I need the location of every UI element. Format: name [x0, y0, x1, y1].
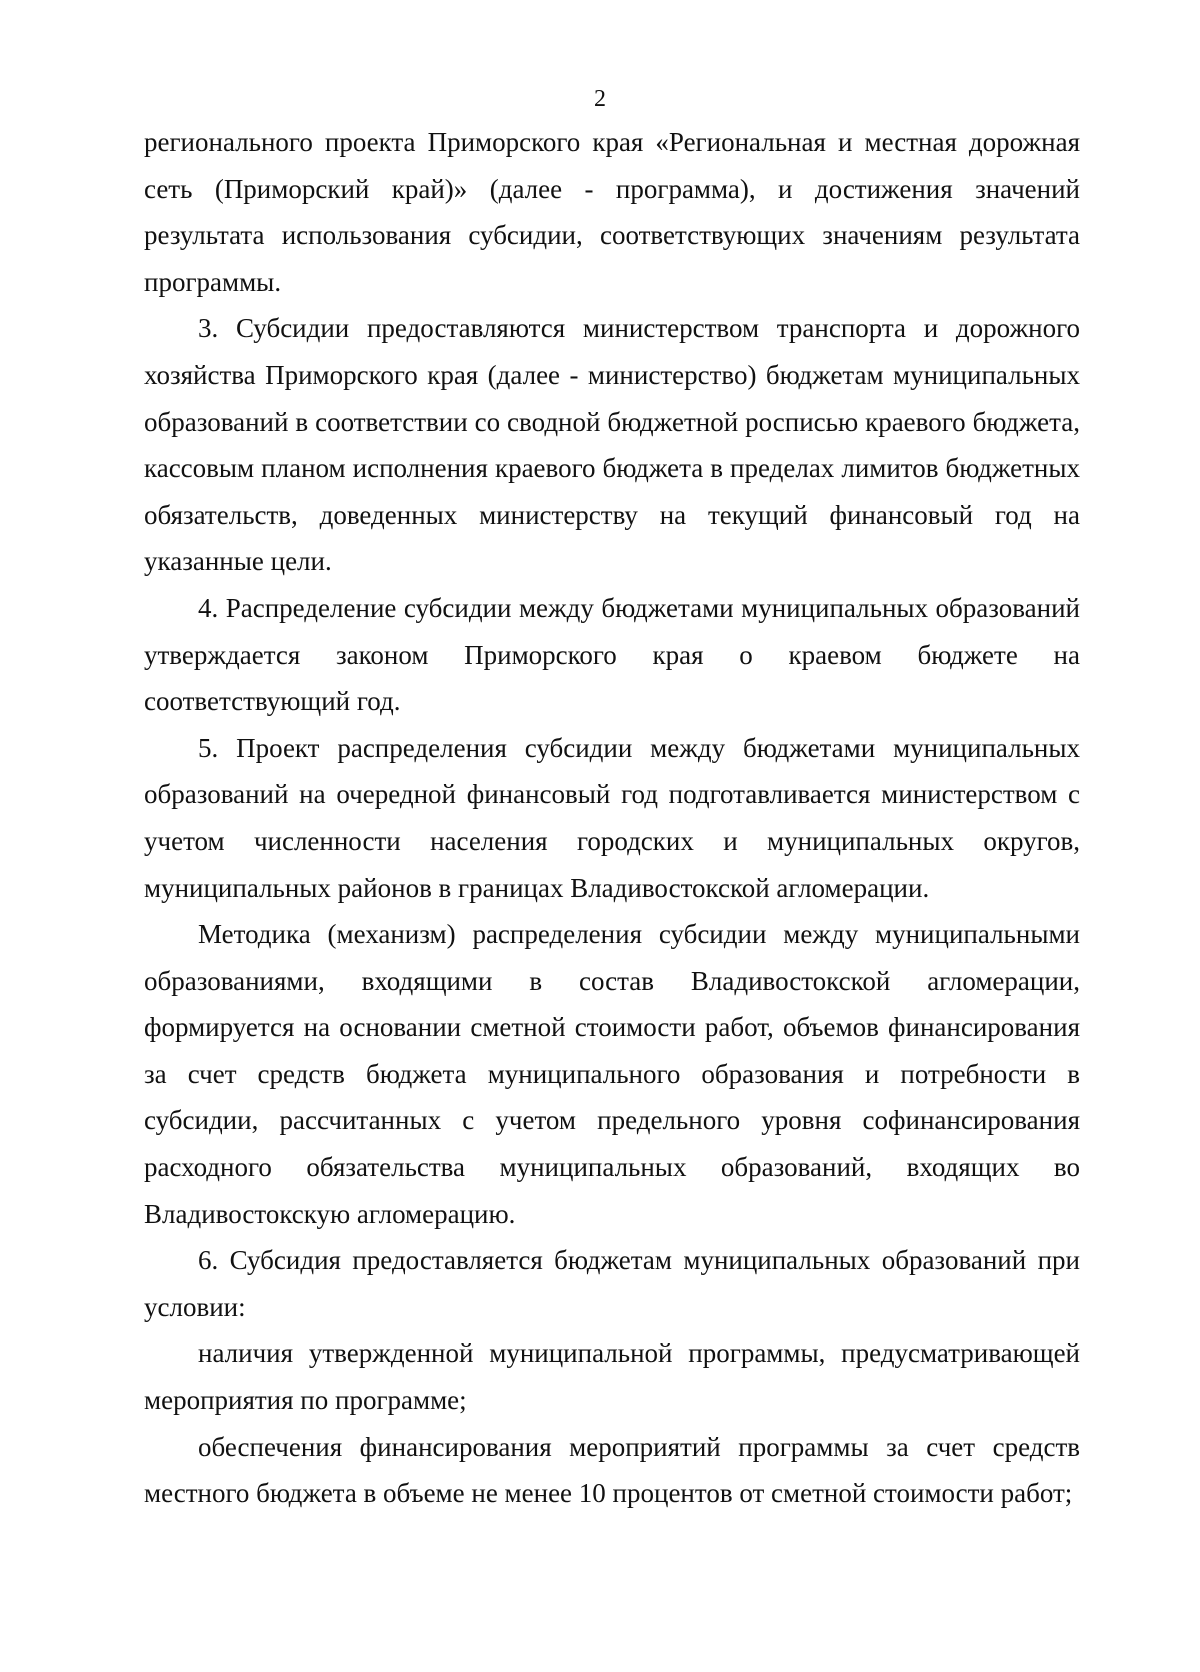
- paragraph-item-5: 5. Проект распределения субсидии между бюджетами муниципальных образований на очередной финансовый год подготавливается министерством с учетом численности населения городских и муниципальных округов, муниципальных районов в границах Владивостокской агломерации.: [144, 732, 1080, 903]
- document-body: [144, 119, 1080, 1517]
- paragraph-condition-program: наличия утвержденной муниципальной программы, предусматривающей мероприятия по программе;: [144, 1338, 1080, 1416]
- paragraph-item-3: 3. Субсидии предоставляются министерством транспорта и дорожного хозяйства Приморского края (далее - министерство) бюджетам муниципальных образований в соответствии со сводной бюджетной росписью краевого бюджета, кассовым планом исполнения краевого бюджета в пределах лимитов бюджетных обязательств, доведенных министерству на текущий финансовый год на указанные цели.: [144, 313, 1080, 577]
- paragraph-continuation: регионального проекта Приморского края «Региональная и местная дорожная сеть (Приморский край)» (далее - программа), и достижения значений результата использования субсидии, соответствующих значениям результата программы.: [144, 127, 1080, 297]
- paragraph-item-4: 4. Распределение субсидии между бюджетами муниципальных образований утверждается законом Приморского края о краевом бюджете на соответствующий год.: [144, 592, 1080, 717]
- page-number: 2: [594, 86, 606, 112]
- paragraph-methodology: Методика (механизм) распределения субсидии между муниципальными образованиями, входящими в состав Владивостокской агломерации, формируется на основании сметной стоимости работ, объемов финансирования за счет средств бюджета муниципального образования и потребности в субсидии, рассчитанных с учетом предельного уровня софинансирования расходного обязательства муниципальных образований, входящих во Владивостокскую агломерацию.: [144, 919, 1080, 1229]
- paragraph-item-6: 6. Субсидия предоставляется бюджетам муниципальных образований при условии:: [144, 1245, 1080, 1322]
- paragraph-condition-financing: обеспечения финансирования мероприятий программы за счет средств местного бюджета в объеме не менее 10 процентов от сметной стоимости работ;: [144, 1431, 1080, 1509]
